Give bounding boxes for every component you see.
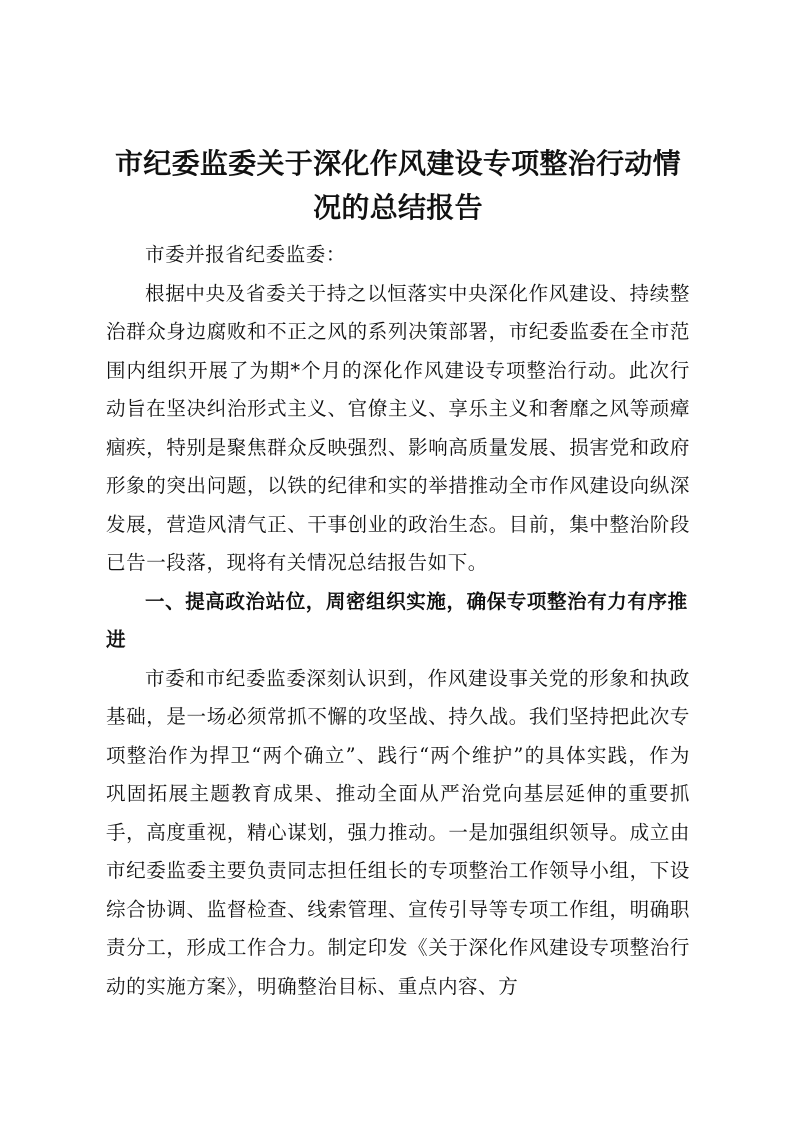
section-heading-1: 一、提高政治站位，周密组织实施，确保专项整治有力有序推进	[106, 589, 688, 651]
document-title: 市纪委监委关于深化作风建设专项整治行动情况的总结报告	[114, 147, 681, 224]
document-page	[106, 142, 690, 1006]
salutation: 市委并报省纪委监委：	[145, 243, 347, 266]
intro-paragraph: 根据中央及省委关于持之以恒落实中央深化作风建设、持续整治群众身边腐败和不正之风的系列决策部署，市纪委监委在全市范围内组织开展了为期*个月的深化作风建设专项整治行动。此次行动旨在坚决纠治形式主义、官僚主义、享乐主义和奢靡之风等顽瘴痼疾，特别是聚焦群众反映强烈、影响高质量发展、损害党和政府形象的突出问题，以铁的纪律和实的举措推动全市作风建设向纵深发展，营造风清气正、干事创业的政治生态。目前，集中整治阶段已告一段落，现将有关情况总结报告如下。	[106, 281, 690, 574]
section-1-paragraph: 市委和市纪委监委深刻认识到，作风建设事关党的形象和执政基础，是一场必须常抓不懈的攻坚战、持久战。我们坚持把此次专项整治作为捍卫“两个确立”、践行“两个维护”的具体实践，作为巩固拓展主题教育成果、推动全面从严治党向基层延伸的重要抓手，高度重视，精心谋划，强力推动。一是加强组织领导。成立由市纪委监委主要负责同志担任组长的专项整治工作领导小组，下设综合协调、监督检查、线索管理、宣传引导等专项工作组，明确职责分工，形成工作合力。制定印发《关于深化作风建设专项整治行动的实施方案》，明确整治目标、重点内容、方	[106, 666, 690, 998]
